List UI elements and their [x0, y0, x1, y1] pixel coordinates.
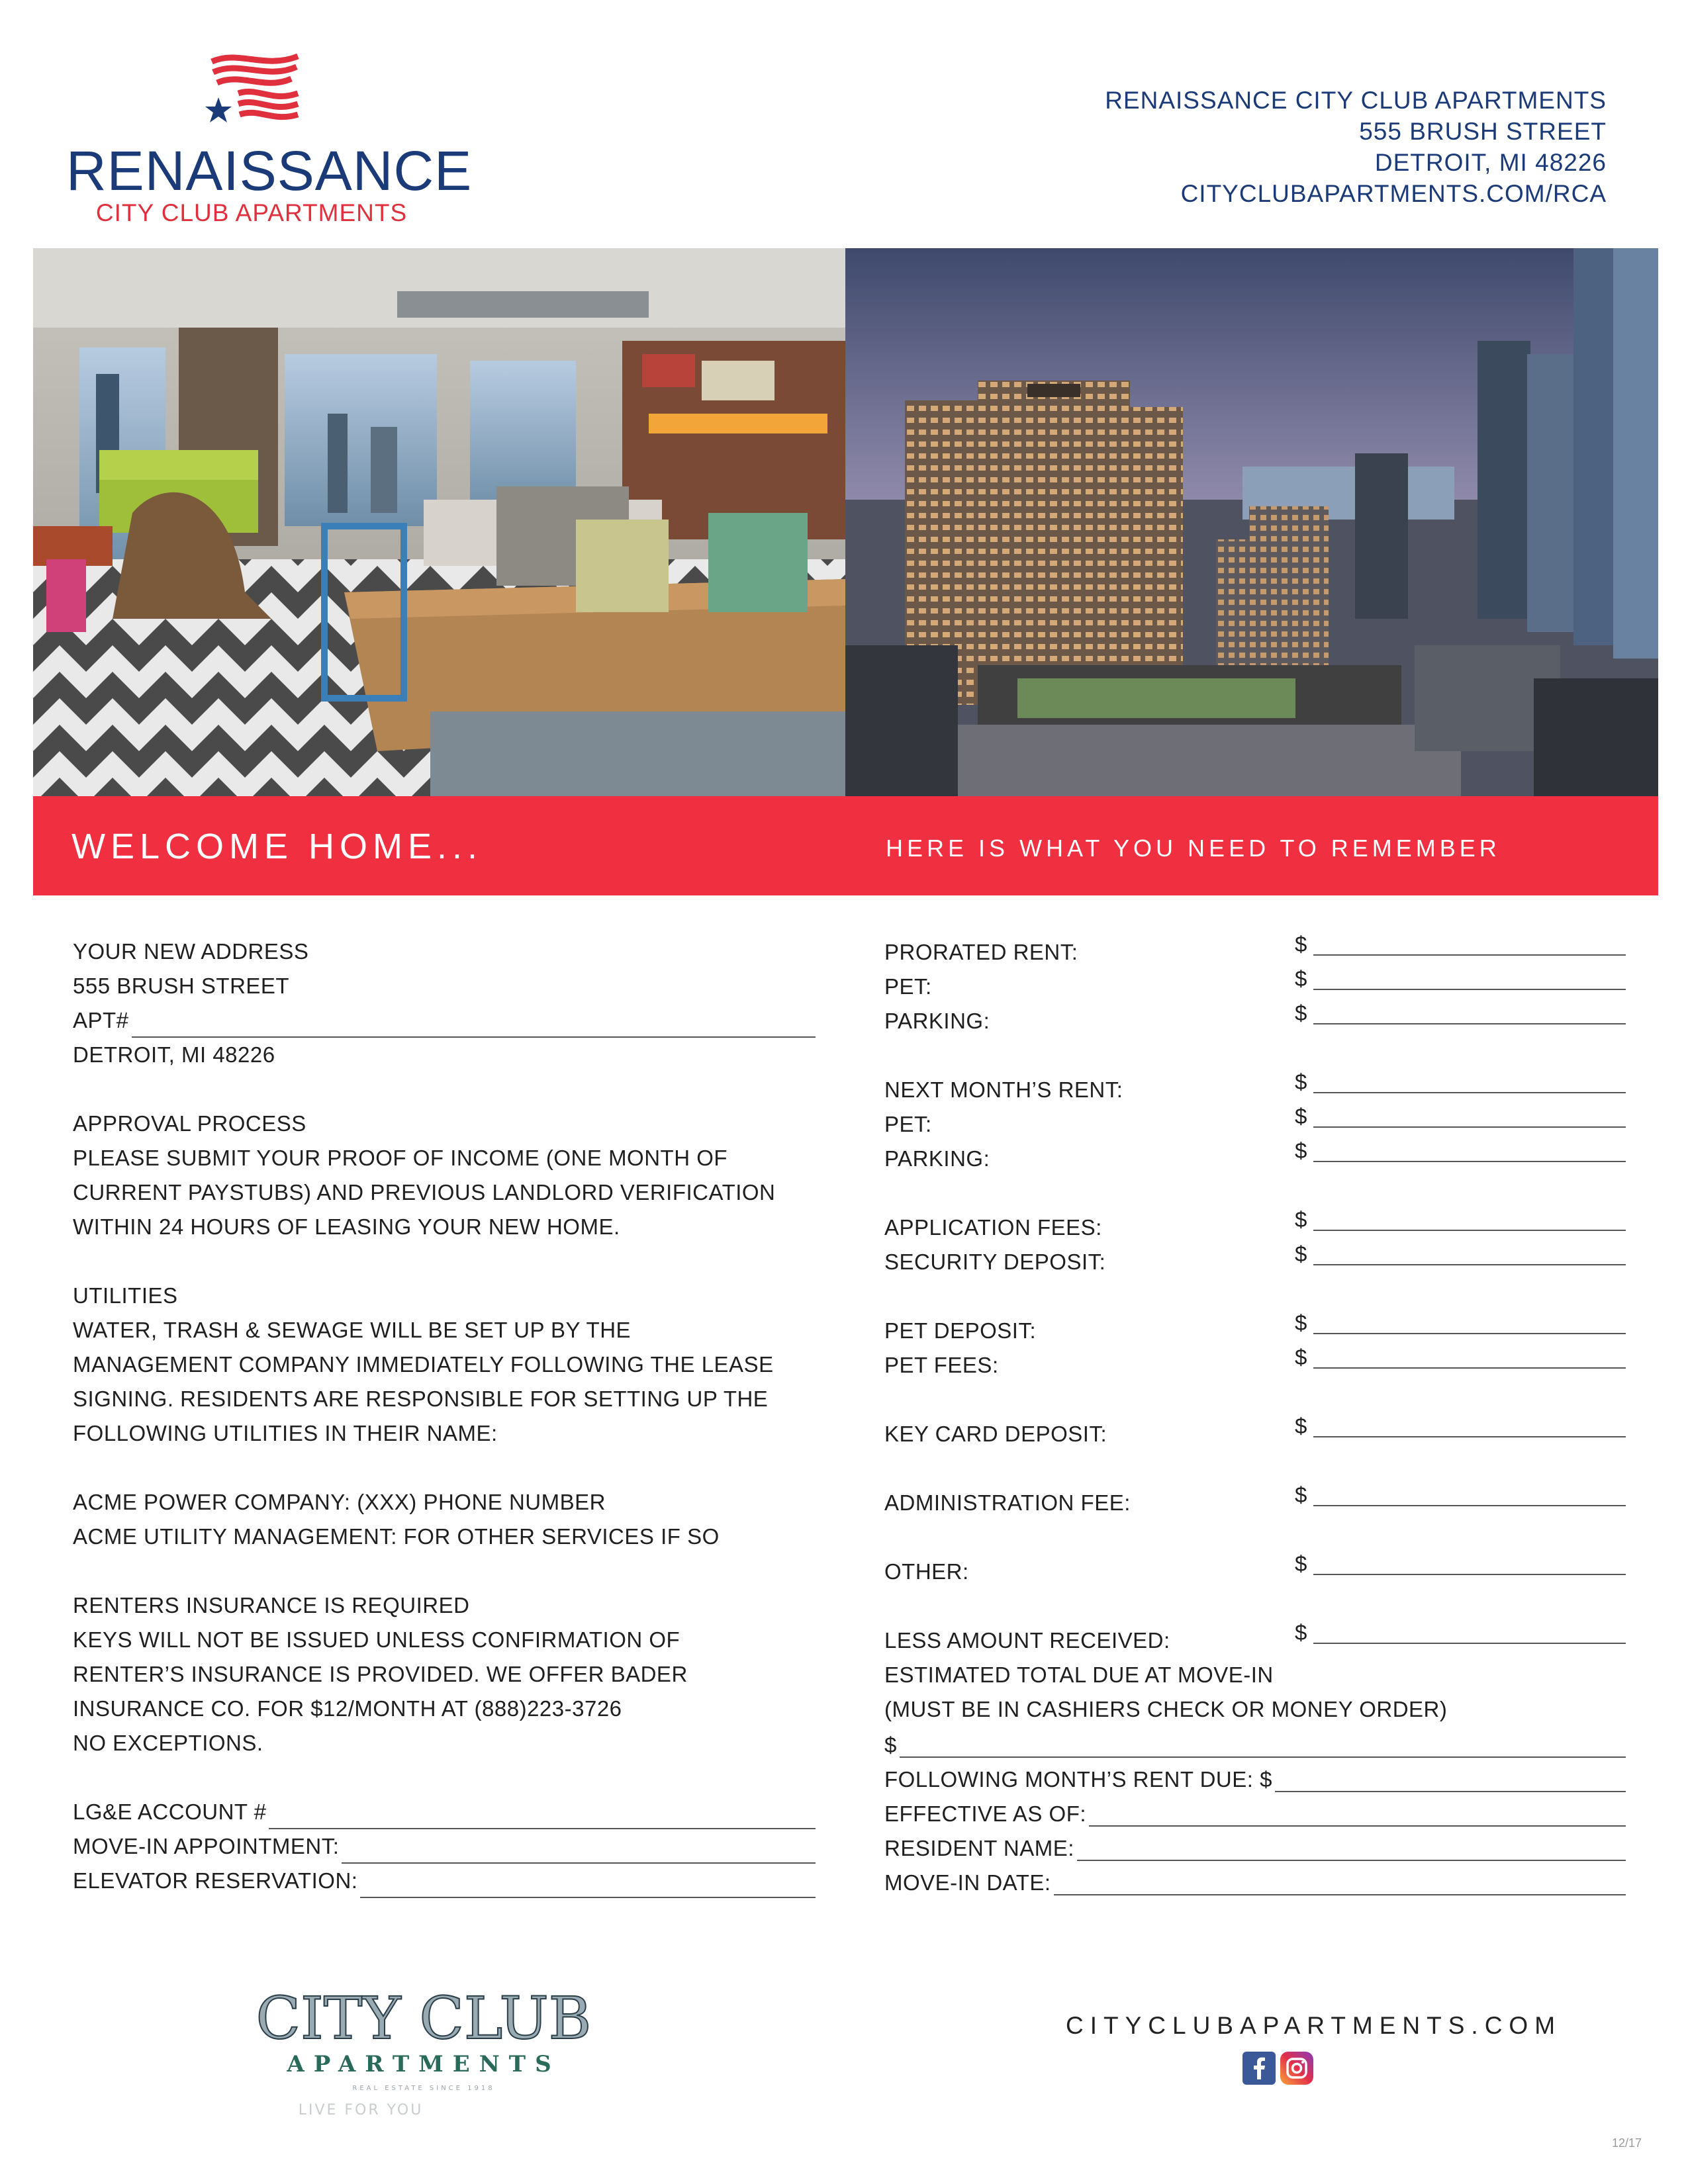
apt-label: APT# — [73, 1008, 129, 1032]
fee-label: PET FEES: — [884, 1353, 999, 1377]
dollar-sign: $ — [1295, 932, 1307, 956]
dollar-sign: $ — [1295, 1345, 1307, 1369]
security-deposit-field[interactable] — [884, 1244, 1626, 1279]
fee-label: KEY CARD DEPOSIT: — [884, 1422, 1107, 1446]
insurance-text: NO EXCEPTIONS. — [73, 1731, 263, 1755]
account-line[interactable] — [269, 1805, 816, 1829]
next-parking-field[interactable] — [884, 1138, 1626, 1175]
fee-label: PRORATED RENT: — [884, 940, 1078, 964]
amount-line[interactable] — [900, 1735, 1626, 1758]
following-rent-field[interactable] — [884, 1758, 1626, 1792]
dollar-sign: $ — [1295, 1069, 1307, 1094]
renaissance-logo — [66, 50, 473, 228]
dollar-sign: $ — [1295, 1104, 1307, 1128]
amount-line[interactable] — [1313, 1092, 1626, 1093]
apt-field[interactable] — [73, 1003, 816, 1038]
facebook-icon[interactable] — [1243, 2052, 1276, 2085]
amount-line[interactable] — [1313, 1367, 1626, 1369]
dollar-sign: $ — [1295, 1620, 1307, 1645]
approval-text: WITHIN 24 HOURS OF LEASING YOUR NEW HOME. — [73, 1214, 620, 1239]
fee-label: PET: — [884, 1112, 932, 1136]
address-street: 555 BRUSH STREET — [73, 974, 290, 998]
info-column — [73, 934, 816, 1898]
address-city: DETROIT, MI 48226 — [73, 1042, 275, 1067]
approval-heading: APPROVAL PROCESS — [73, 1111, 306, 1136]
dollar-sign: $ — [1295, 966, 1307, 991]
fee-label: PARKING: — [884, 1009, 990, 1033]
fee-label: PET: — [884, 974, 932, 999]
pet-fees-field[interactable] — [884, 1347, 1626, 1382]
property-street: 555 BRUSH STREET — [1359, 118, 1607, 145]
provider-line: ACME POWER COMPANY: (XXX) PHONE NUMBER — [73, 1490, 606, 1514]
amount-line[interactable] — [1313, 954, 1626, 956]
movein-appointment-line[interactable] — [342, 1840, 816, 1864]
amount-line[interactable] — [1313, 1333, 1626, 1334]
amount-line[interactable] — [1313, 1643, 1626, 1644]
amount-line[interactable] — [1313, 1023, 1626, 1024]
building-photo — [845, 248, 1658, 796]
dollar-sign: $ — [884, 1733, 897, 1757]
estimated-total-label: ESTIMATED TOTAL DUE AT MOVE-IN — [884, 1662, 1274, 1687]
estimated-total-field[interactable] — [884, 1723, 1626, 1758]
movein-date-label: MOVE-IN DATE: — [884, 1870, 1051, 1895]
city-club-logo — [256, 1979, 592, 2121]
movein-date-field[interactable] — [884, 1861, 1626, 1895]
contact-block — [1105, 85, 1607, 209]
amount-line[interactable] — [1313, 1264, 1626, 1265]
payment-note: (MUST BE IN CASHIERS CHECK OR MONEY ORDER) — [884, 1697, 1448, 1721]
logo-title: RENAISSANCE — [66, 140, 473, 202]
fee-label: PARKING: — [884, 1146, 990, 1171]
instagram-icon[interactable] — [1280, 2052, 1313, 2085]
account-field[interactable] — [73, 1795, 816, 1829]
next-pet-field[interactable] — [884, 1104, 1626, 1141]
date-code: 12/17 — [1611, 2136, 1642, 2150]
brand-tagline: REAL ESTATE SINCE 1918 — [352, 2085, 495, 2092]
amount-line[interactable] — [1313, 989, 1626, 990]
fee-label: PET DEPOSIT: — [884, 1318, 1037, 1343]
fee-label: LESS AMOUNT RECEIVED: — [884, 1628, 1170, 1653]
dollar-sign: $ — [1295, 1207, 1307, 1232]
interior-photo — [33, 248, 845, 796]
banner-welcome: WELCOME HOME... — [71, 827, 483, 866]
dollar-sign: $ — [1295, 1138, 1307, 1163]
name-line[interactable] — [1077, 1839, 1626, 1861]
amount-line[interactable] — [1313, 1126, 1626, 1128]
brand-slogan: LIVE FOR YOU — [298, 2102, 424, 2118]
apt-line[interactable] — [132, 1014, 816, 1038]
insurance-text: RENTER’S INSURANCE IS PROVIDED. WE OFFER BADER — [73, 1662, 688, 1686]
utilities-text: FOLLOWING UTILITIES IN THEIR NAME: — [73, 1421, 498, 1445]
social-links — [1243, 2052, 1315, 2086]
flag-star-icon — [199, 50, 305, 126]
property-city: DETROIT, MI 48226 — [1374, 149, 1607, 176]
address-heading: YOUR NEW ADDRESS — [73, 939, 309, 964]
approval-text: PLEASE SUBMIT YOUR PROOF OF INCOME (ONE MONTH OF — [73, 1146, 728, 1170]
dollar-sign: $ — [1295, 1414, 1307, 1438]
amount-line[interactable] — [1313, 1436, 1626, 1437]
approval-text: CURRENT PAYSTUBS) AND PREVIOUS LANDLORD VERIFICATION — [73, 1180, 776, 1205]
fee-label: SECURITY DEPOSIT: — [884, 1250, 1106, 1274]
resident-name-field[interactable] — [884, 1827, 1626, 1861]
effective-as-of-label: EFFECTIVE AS OF: — [884, 1801, 1087, 1826]
insurance-text: INSURANCE CO. FOR $12/MONTH AT (888)223-3726 — [73, 1696, 622, 1721]
provider-line: ACME UTILITY MANAGEMENT: FOR OTHER SERVICES IF SO — [73, 1524, 720, 1549]
fee-label: APPLICATION FEES: — [884, 1215, 1102, 1240]
account-label: LG&E ACCOUNT # — [73, 1799, 267, 1824]
fee-label: NEXT MONTH’S RENT: — [884, 1077, 1123, 1102]
footer-website[interactable]: CITYCLUBAPARTMENTS.COM — [1066, 2012, 1562, 2039]
insurance-text: KEYS WILL NOT BE ISSUED UNLESS CONFIRMATION OF — [73, 1627, 680, 1652]
pet-deposit-field[interactable] — [884, 1310, 1626, 1347]
date-line[interactable] — [1054, 1873, 1626, 1895]
following-rent-label: FOLLOWING MONTH’S RENT DUE: $ — [884, 1767, 1272, 1792]
prorated-rent-field[interactable] — [884, 934, 1626, 969]
less-amount-received-field[interactable] — [884, 1620, 1626, 1657]
movein-appointment-field[interactable] — [73, 1829, 816, 1864]
fee-label: OTHER: — [884, 1559, 969, 1584]
resident-name-label: RESIDENT NAME: — [884, 1836, 1074, 1860]
utilities-text: WATER, TRASH & SEWAGE WILL BE SET UP BY THE — [73, 1318, 632, 1342]
amount-line[interactable] — [1313, 1161, 1626, 1162]
welcome-banner — [33, 796, 1658, 895]
amount-line[interactable] — [1313, 1230, 1626, 1231]
dollar-sign: $ — [1295, 1310, 1307, 1335]
utilities-heading: UTILITIES — [73, 1283, 178, 1308]
effective-as-of-field[interactable] — [884, 1792, 1626, 1827]
administration-fee-field[interactable] — [884, 1482, 1626, 1520]
banner-remember: HERE IS WHAT YOU NEED TO REMEMBER — [886, 835, 1501, 862]
other-fee-field[interactable] — [884, 1551, 1626, 1588]
photo-strip — [33, 248, 1658, 796]
dollar-sign: $ — [1295, 1551, 1307, 1576]
elevator-label: ELEVATOR RESERVATION: — [73, 1868, 358, 1893]
dollar-sign: $ — [1295, 1242, 1307, 1266]
brand-line2: APARTMENTS — [287, 2051, 561, 2077]
insurance-heading: RENTERS INSURANCE IS REQUIRED — [73, 1593, 470, 1617]
dollar-sign: $ — [1295, 1482, 1307, 1507]
elevator-line[interactable] — [360, 1874, 816, 1898]
amount-line[interactable] — [1313, 1505, 1626, 1506]
utilities-text: MANAGEMENT COMPANY IMMEDIATELY FOLLOWING THE LEASE — [73, 1352, 774, 1377]
application-fees-field[interactable] — [884, 1207, 1626, 1244]
movein-appointment-label: MOVE-IN APPOINTMENT: — [73, 1834, 340, 1858]
date-line[interactable] — [1089, 1804, 1626, 1827]
parking-rent-field[interactable] — [884, 1003, 1626, 1038]
next-month-rent-field[interactable] — [884, 1069, 1626, 1107]
amount-line[interactable] — [1275, 1770, 1626, 1792]
brand-line1: CITY CLUB — [256, 1984, 592, 2052]
property-name: RENAISSANCE CITY CLUB APARTMENTS — [1105, 87, 1607, 114]
utilities-text: SIGNING. RESIDENTS ARE RESPONSIBLE FOR SETTING UP THE — [73, 1387, 769, 1411]
pet-rent-field[interactable] — [884, 966, 1626, 1003]
key-card-deposit-field[interactable] — [884, 1416, 1626, 1451]
dollar-sign: $ — [1295, 1001, 1307, 1025]
logo-subtitle: CITY CLUB APARTMENTS — [95, 199, 408, 226]
fee-label: ADMINISTRATION FEE: — [884, 1490, 1131, 1515]
amount-line[interactable] — [1313, 1574, 1626, 1575]
property-website[interactable]: CITYCLUBAPARTMENTS.COM/RCA — [1180, 180, 1607, 207]
elevator-field[interactable] — [73, 1864, 816, 1898]
